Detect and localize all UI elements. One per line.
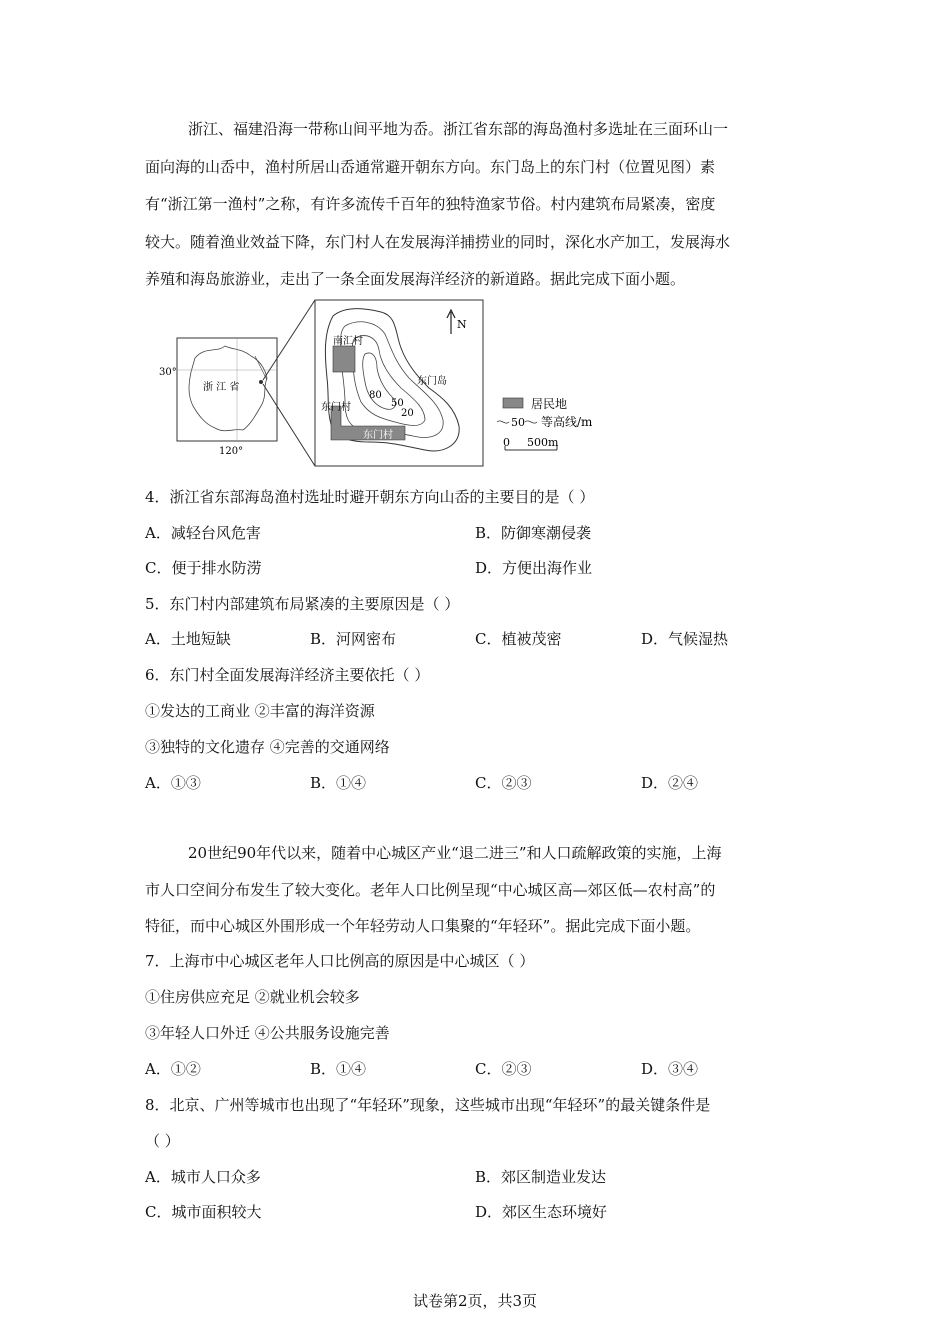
q5-option-a[interactable]: A．土地短缺 (145, 630, 231, 648)
q8-stem-continued: （ ） (145, 1132, 180, 1150)
q7-option-d[interactable]: D．③④ (641, 1060, 699, 1078)
nanhui-residential-area (333, 346, 355, 372)
dongmen-island-label: 东门岛 (417, 376, 447, 387)
province-label: 浙 江 省 (203, 382, 240, 393)
q8-option-c[interactable]: C．城市面积较大 (145, 1203, 262, 1221)
passage1-line-2: 面向海的山岙中，渔村所居山岙通常避开朝东方向。东门岛上的东门村（位置见图）素 (145, 158, 716, 176)
dongmen-village-label: 东门村 (363, 430, 393, 441)
q7-option-a[interactable]: A．①② (145, 1060, 201, 1078)
legend-contour-label: 等高线/m (541, 415, 593, 429)
passage1-line-5: 养殖和海岛旅游业，走出了一条全面发展海洋经济的新道路。据此完成下面小题。 (145, 270, 686, 288)
q8-option-a[interactable]: A．城市人口众多 (145, 1168, 261, 1186)
q6-statement-1: ①发达的工商业 ②丰富的海洋资源 (145, 702, 375, 720)
page-footer: 试卷第2页，共3页 (412, 1292, 538, 1310)
q8-stem: 8．北京、广州等城市也出现了“年轻环”现象，这些城市出现“年轻环”的最关键条件是 (145, 1096, 711, 1114)
q6-option-d[interactable]: D．②④ (641, 774, 699, 792)
contour-label-80: 80 (369, 390, 382, 401)
q5-option-b[interactable]: B．河网密布 (310, 630, 397, 648)
q6-statement-2: ③独特的文化遗存 ④完善的交通网络 (145, 738, 390, 756)
scale-zero: 0 (503, 436, 510, 449)
q7-option-c[interactable]: C．②③ (475, 1060, 532, 1078)
passage2-line-1: 20世纪90年代以来，随着中心城区产业“退二进三”和人口疏解政策的实施，上海 (188, 844, 722, 862)
q5-option-c[interactable]: C．植被茂密 (475, 630, 562, 648)
contour-label-20: 20 (401, 408, 414, 419)
nanhui-village-label: 南汇村 (333, 336, 363, 347)
scale-distance: 500m (527, 436, 559, 449)
q4-option-a[interactable]: A．减轻台风危害 (145, 524, 261, 542)
location-map (155, 298, 615, 470)
dongmen-village-label-west: 东门村 (321, 402, 351, 413)
q7-statement-1: ①住房供应充足 ②就业机会较多 (145, 988, 360, 1006)
contour-label-50: 50 (391, 398, 404, 409)
q6-stem: 6．东门村全面发展海洋经济主要依托（ ） (145, 666, 430, 684)
map-legend (497, 396, 593, 450)
legend-residential-label: 居民地 (531, 397, 568, 411)
q7-statement-2: ③年轻人口外迁 ④公共服务设施完善 (145, 1024, 390, 1042)
q4-option-d[interactable]: D．方便出海作业 (475, 559, 593, 577)
passage1-line-3: 有“浙江第一渔村”之称，有许多流传千百年的独特渔家节俗。村内建筑布局紧凑，密度 (145, 195, 716, 213)
inset-map-zhejiang (159, 338, 277, 457)
q6-option-c[interactable]: C．②③ (475, 774, 532, 792)
latitude-label: 30° (159, 367, 177, 378)
q4-option-c[interactable]: C．便于排水防涝 (145, 559, 262, 577)
q5-stem: 5．东门村内部建筑布局紧凑的主要原因是（ ） (145, 595, 460, 613)
q8-option-d[interactable]: D．郊区生态环境好 (475, 1203, 608, 1221)
passage1-line-4: 较大。随着渔业效益下降，东门村人在发展海洋捕捞业的同时，深化水产加工，发展海水 (145, 233, 731, 251)
q4-option-b[interactable]: B．防御寒潮侵袭 (475, 524, 592, 542)
passage2-line-3: 特征，而中心城区外围形成一个年轻劳动人口集聚的“年轻环”。据此完成下面小题。 (145, 917, 701, 935)
q4-stem: 4．浙江省东部海岛渔村选址时避开朝东方向山岙的主要目的是（ ） (145, 488, 595, 506)
q5-option-d[interactable]: D．气候湿热 (641, 630, 729, 648)
q6-option-a[interactable]: A．①③ (145, 774, 201, 792)
legend-residential-swatch (503, 398, 523, 408)
passage2-line-2: 市人口空间分布发生了较大变化。老年人口比例呈现“中心城区高—郊区低—农村高”的 (145, 881, 716, 899)
north-label: N (457, 318, 467, 331)
longitude-label: 120° (219, 446, 244, 457)
dongmen-island-map (315, 300, 483, 466)
q7-stem: 7．上海市中心城区老年人口比例高的原因是中心城区（ ） (145, 952, 535, 970)
legend-contour-icon (497, 421, 509, 423)
q7-option-b[interactable]: B．①④ (310, 1060, 367, 1078)
legend-contour-value: 50 (511, 416, 525, 429)
q6-option-b[interactable]: B．①④ (310, 774, 367, 792)
q8-option-b[interactable]: B．郊区制造业发达 (475, 1168, 607, 1186)
passage1-line-1: 浙江、福建沿海一带称山间平地为岙。浙江省东部的海岛渔村多选址在三面环山一 (188, 120, 729, 138)
